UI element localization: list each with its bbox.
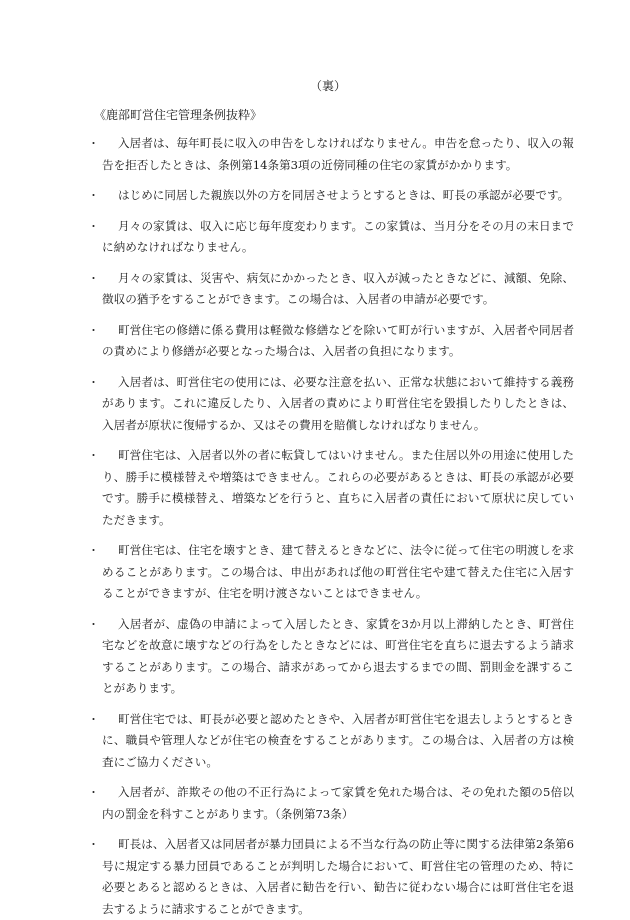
back-side-label: （裏） <box>309 79 346 93</box>
bullet-icon: ・ <box>88 544 99 557</box>
clause-text: 月々の家賃は、収入に応じ毎年度変わります。この家賃は、当月分をその月の末日までに納めなければなりません。 <box>102 218 574 254</box>
clause-text: 町営住宅は、住宅を壊すとき、建て替えるときなどに、法令に従って住宅の明渡しを求めることがあります。この場合は、申出があれば他の町営住宅や建て替えた住宅に入居することができますが、住宅を明け渡さないことはできません。 <box>102 543 574 600</box>
clause-item <box>82 216 574 259</box>
clause-text: 入居者は、町営住宅の使用には、必要な注意を払い、正常な状態において維持する義務があります。これに違反したり、入居者の責めにより町営住宅を毀損したりしたときは、入居者が原状に復帰するか、又はその費用を賠償しなければなりません。 <box>102 374 574 432</box>
bullet-icon: ・ <box>88 375 99 389</box>
clause-item <box>82 834 574 920</box>
clause-list <box>82 133 574 920</box>
clause-text: 町営住宅は、入居者以外の者に転貸してはいけません。また住居以外の用途に使用したり、勝手に模様替えや増築はできません。これらの必要があるときは、町長の承認が必要です。勝手に模様替え、増築などを行うと、直ちに入居者の責任において原状に戻していただきます。 <box>102 448 574 527</box>
bullet-icon: ・ <box>88 838 99 851</box>
clause-text: 入居者が、虚偽の申請によって入居したとき、家賃を3か月以上滞納したとき、町営住宅などを故意に壊すなどの行為をしたときなどには、町営住宅を直ちに退去するよう請求することがあります。この場合、請求があってから退去するまでの間、罰則金を課することがあります。 <box>102 616 574 695</box>
clause-item <box>82 709 574 774</box>
bullet-icon: ・ <box>88 323 99 337</box>
bullet-icon: ・ <box>88 271 99 285</box>
clause-item <box>82 133 574 176</box>
clause-item <box>82 268 574 311</box>
clause-item <box>82 372 574 437</box>
bullet-icon: ・ <box>88 137 99 150</box>
clause-text: 入居者は、毎年町長に収入の申告をしなければなりません。申告を怠ったり、収入の報告を拒否したときは、条例第14条第3項の近傍同種の住宅の家賃がかかります。 <box>102 136 574 172</box>
bullet-icon: ・ <box>88 712 99 726</box>
clause-item <box>82 614 574 700</box>
clause-text: はじめに同居した親族以外の方を同居させようとするときは、町長の承認が必要です。 <box>118 188 570 202</box>
clause-item <box>82 445 574 531</box>
clause-text: 月々の家賃は、災害や、病気にかかったとき、収入が減ったときなどに、減額、免除、徴収の猶予をすることができます。この場合は、入居者の申請が必要です。 <box>102 270 574 306</box>
clause-text: 町営住宅では、町長が必要と認めたときや、入居者が町営住宅を退去しようとするときに、職員や管理人などが住宅の検査をすることがあります。この場合は、入居者の方は検査にご協力ください。 <box>102 711 574 769</box>
clause-text: 町長は、入居者又は同居者が暴力団員による不当な行為の防止等に関する法律第2条第6号に規定する暴力団員であることが判明した場合において、町営住宅の管理のため、特に必要とあると認めるときは、入居者に勧告を行い、勧告に従わない場合には町営住宅を退去するように請求することができます。 <box>102 837 574 916</box>
bullet-icon: ・ <box>88 189 99 202</box>
clause-text: 入居者が、詐欺その他の不正行為によって家賃を免れた場合は、その免れた額の5倍以内の罰金を科すことがあります。（条例第73条） <box>102 785 574 821</box>
bullet-icon: ・ <box>88 617 99 631</box>
bullet-icon: ・ <box>88 219 99 233</box>
bullet-icon: ・ <box>88 786 99 799</box>
bullet-icon: ・ <box>88 449 99 462</box>
clause-text: 町営住宅の修繕に係る費用は軽微な修繕などを除いて町が行いますが、入居者や同居者の責めにより修繕が必要となった場合は、入居者の負担になります。 <box>102 322 574 358</box>
clause-item <box>82 540 574 605</box>
section-title: 《鹿部町営住宅管理条例抜粋》 <box>94 108 263 122</box>
clause-item <box>82 782 574 825</box>
clause-item <box>82 185 574 207</box>
clause-item <box>82 320 574 363</box>
